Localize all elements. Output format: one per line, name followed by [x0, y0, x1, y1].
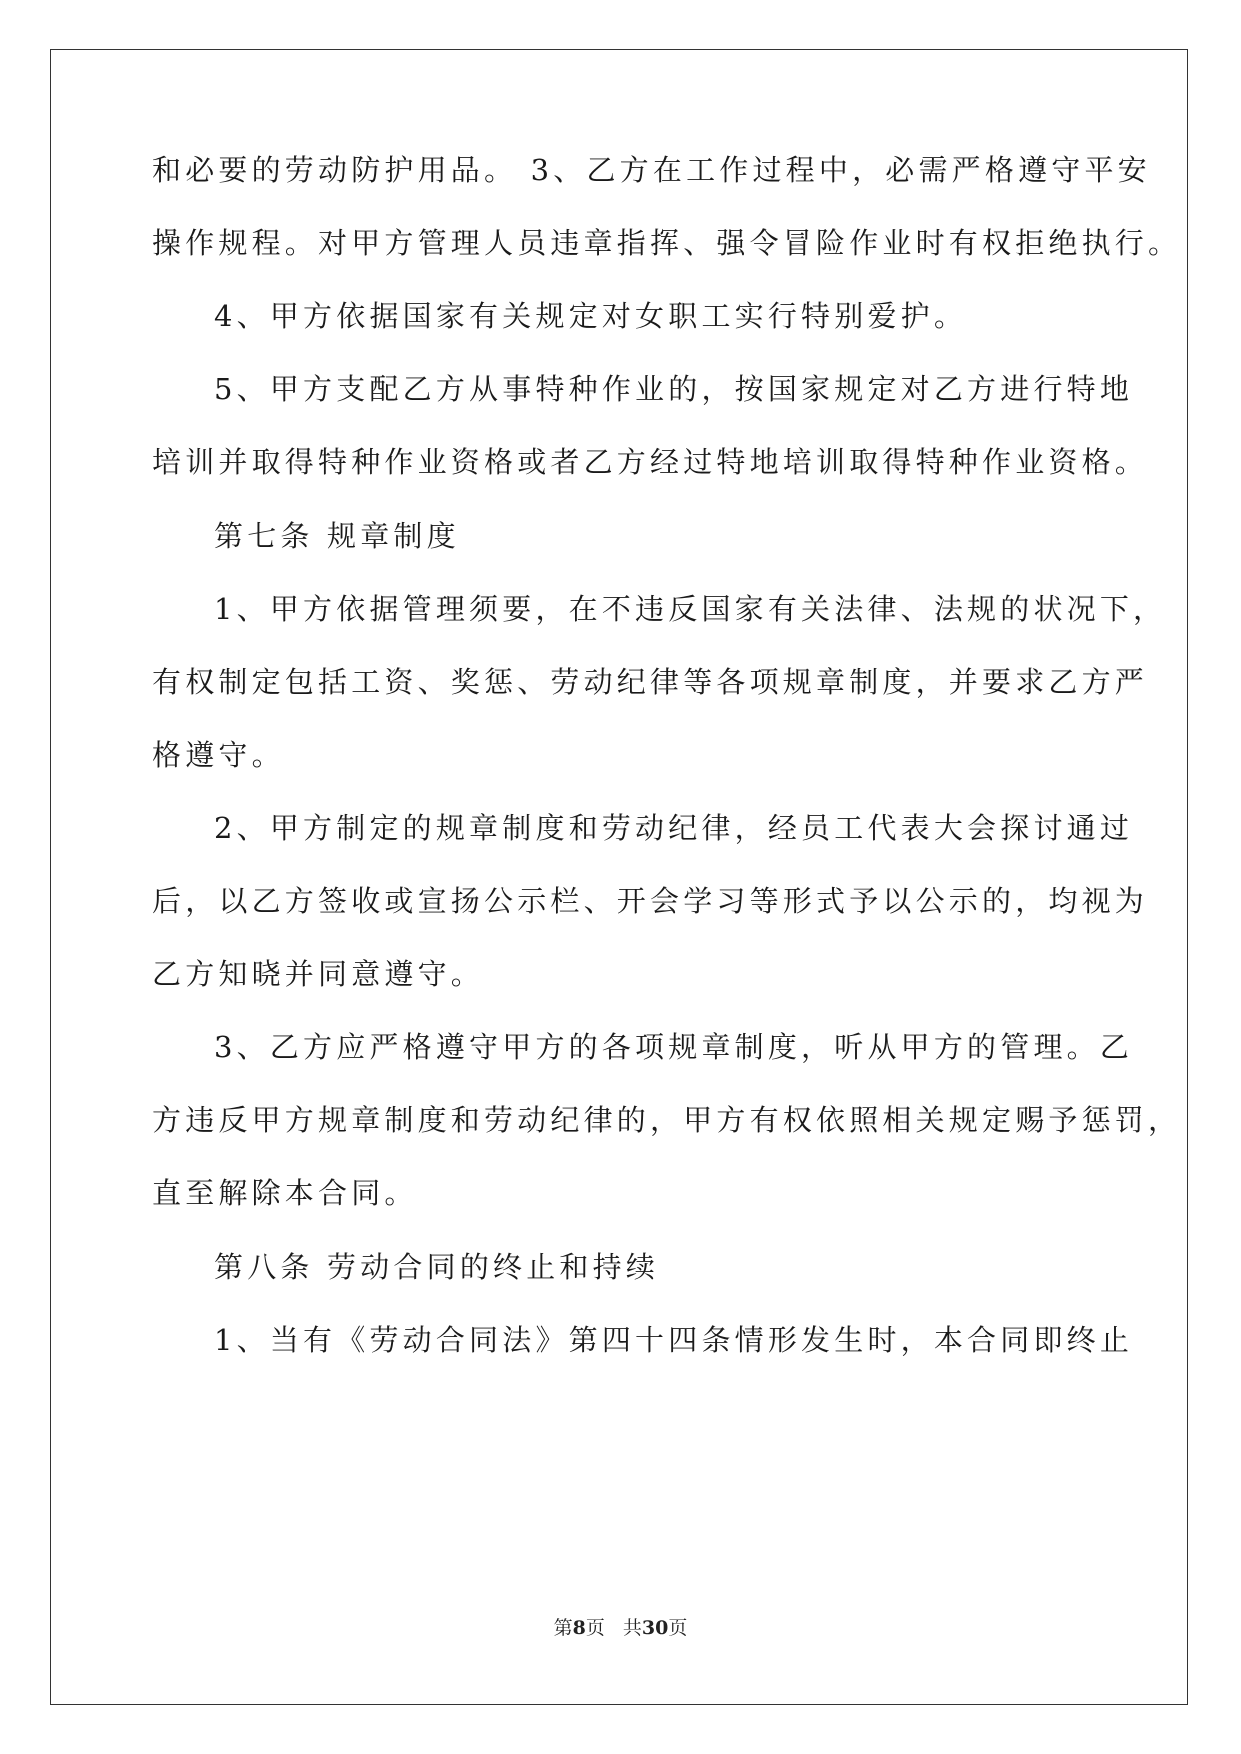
text-line: 3、乙方应严格遵守甲方的各项规章制度，听从甲方的管理。乙	[214, 1030, 1134, 1065]
total-page-count: 30	[641, 1617, 669, 1639]
text-line: 格遵守。	[152, 737, 285, 772]
footer-prefix: 第	[553, 1617, 573, 1639]
text-line: 第八条 劳动合同的终止和持续	[214, 1249, 660, 1284]
text-line: 5、甲方支配乙方从事特种作业的，按国家规定对乙方进行特地	[214, 372, 1134, 407]
text-line: 1、甲方依据管理须要，在不违反国家有关法律、法规的状况下，	[214, 591, 1167, 626]
text-line: 培训并取得特种作业资格或者乙方经过特地培训取得特种作业资格。	[152, 445, 1149, 480]
footer-total-suffix: 页	[668, 1617, 688, 1639]
text-line: 2、甲方制定的规章制度和劳动纪律，经员工代表大会探讨通过	[214, 810, 1134, 845]
text-line: 有权制定包括工资、奖惩、劳动纪律等各项规章制度，并要求乙方严	[152, 664, 1149, 699]
footer-page-suffix: 页	[585, 1617, 605, 1639]
text-line: 操作规程。对甲方管理人员违章指挥、强令冒险作业时有权拒绝执行。	[152, 226, 1182, 261]
page-footer	[0, 1616, 1241, 1640]
text-line: 和必要的劳动防护用品。 3、乙方在工作过程中，必需严格遵守平安	[152, 153, 1151, 187]
footer-total-prefix: 共	[622, 1617, 642, 1639]
text-line: 直至解除本合同。	[152, 1176, 418, 1211]
text-line: 后，以乙方签收或宣扬公示栏、开会学习等形式予以公示的，均视为	[152, 884, 1149, 918]
text-line: 第七条 规章制度	[214, 518, 460, 553]
text-line: 乙方知晓并同意遵守。	[152, 957, 485, 992]
text-line: 方违反甲方规章制度和劳动纪律的，甲方有权依照相关规定赐予惩罚，	[152, 1103, 1182, 1138]
text-line: 4、甲方依据国家有关规定对女职工实行特别爱护。	[214, 299, 968, 334]
current-page-number: 8	[572, 1617, 586, 1639]
text-line: 1、当有《劳动合同法》第四十四条情形发生时，本合同即终止	[214, 1322, 1134, 1357]
